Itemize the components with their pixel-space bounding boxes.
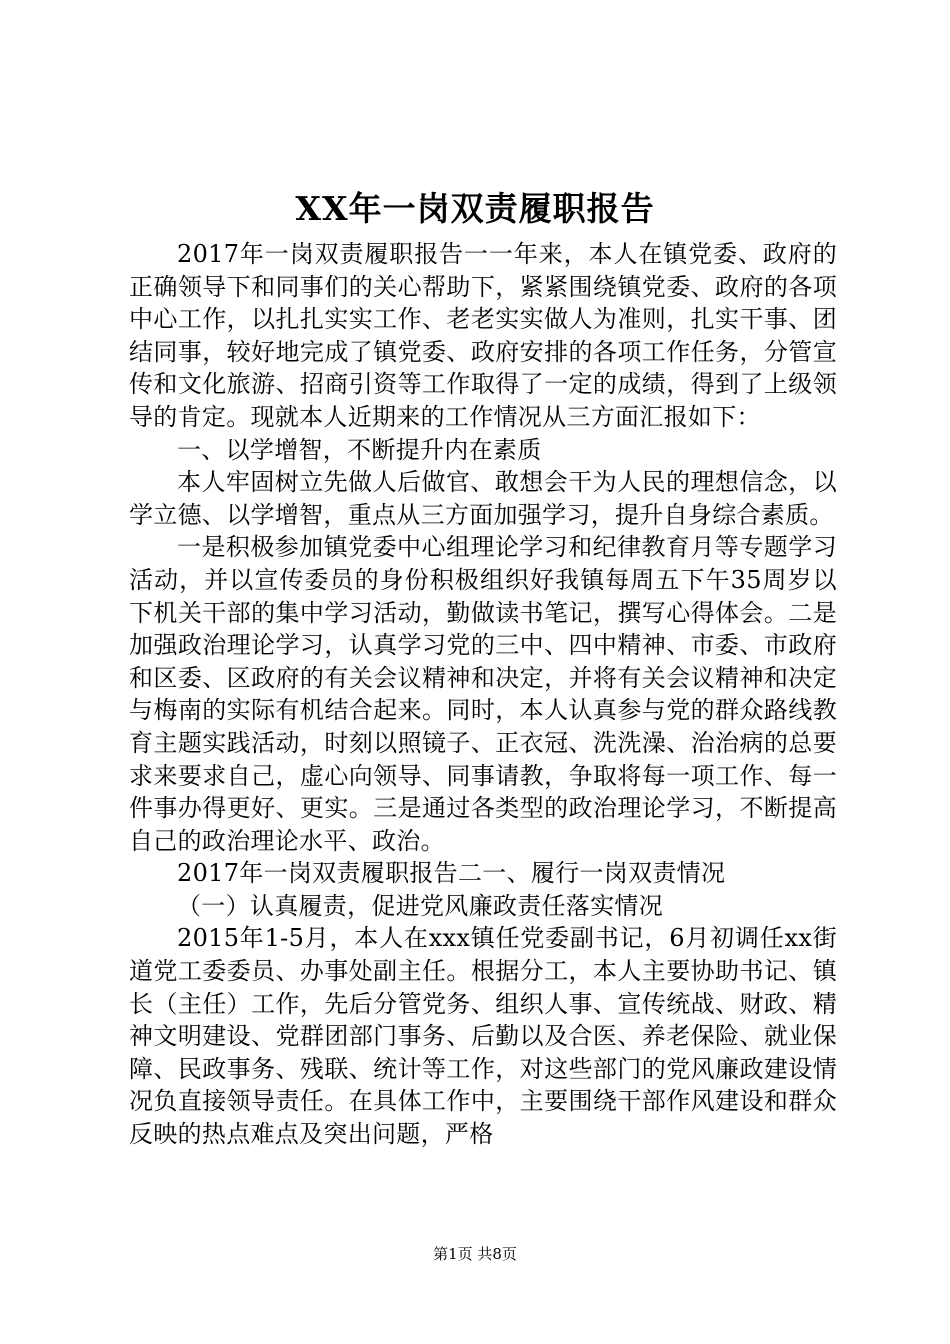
paragraph-belief: 本人牢固树立先做人后做官、敢想会干为人民的理想信念，以学立德、以学增智，重点从三方面加强学习，提升自身综合素质。: [129, 468, 837, 529]
section-heading-1: 一、以学增智，不断提升内在素质: [177, 435, 542, 464]
paragraph-duties: 2015年1-5月，本人在xxx镇任党委副书记，6月初调任xx街道党工委委员、办事处副主任。根据分工，本人主要协助书记、镇长（主任）工作，先后分管党务、组织人事、宣传统战、财政、精神文明建设、党群团部门事务、后勤以及合医、养老保险、就业保障、民政事务、残联、统计等工作，对这些部门的党风廉政建设情况负直接领导责任。在具体工作中，主要围绕干部作风建设和群众反映的热点难点及突出问题，严格: [129, 924, 837, 1149]
paragraph-study: 一是积极参加镇党委中心组理论学习和纪律教育月等专题学习活动，并以宣传委员的身份积极组织好我镇每周五下午35周岁以下机关干部的集中学习活动，勤做读书笔记，撰写心得体会。二是加强政治理论学习，认真学习党的三中、四中精神、市委、市政府和区委、区政府的有关会议精神和决定，并将有关会议精神和决定与梅南的实际有机结合起来。同时，本人认真参与党的群众路线教育主题实践活动，时刻以照镜子、正衣冠、洗洗澡、治治病的总要求来要求自己，虚心向领导、同事请教，争取将每一项工作、每一件事办得更好、更实。三是通过各类型的政治理论学习，不断提高自己的政治理论水平、政治。: [129, 533, 837, 855]
paragraph-intro: 2017年一岗双责履职报告一一年来，本人在镇党委、政府的正确领导下和同事们的关心帮助下，紧紧围绕镇党委、政府的各项中心工作，以扎扎实实工作、老老实实做人为准则，扎实干事、团结同事，较好地完成了镇党委、政府安排的各项工作任务，分管宣传和文化旅游、招商引资等工作取得了一定的成绩，得到了上级领导的肯定。现就本人近期来的工作情况从三方面汇报如下：: [129, 240, 837, 431]
section-heading-2: 2017年一岗双责履职报告二一、履行一岗双责情况: [177, 859, 726, 888]
page-footer: 第1页 共8页: [433, 1245, 517, 1263]
subsection-heading-1: （一）认真履责，促进党风廉政责任落实情况: [177, 891, 663, 920]
document-body: [129, 238, 837, 1151]
document-title: XX年一岗双责履职报告: [295, 189, 655, 228]
